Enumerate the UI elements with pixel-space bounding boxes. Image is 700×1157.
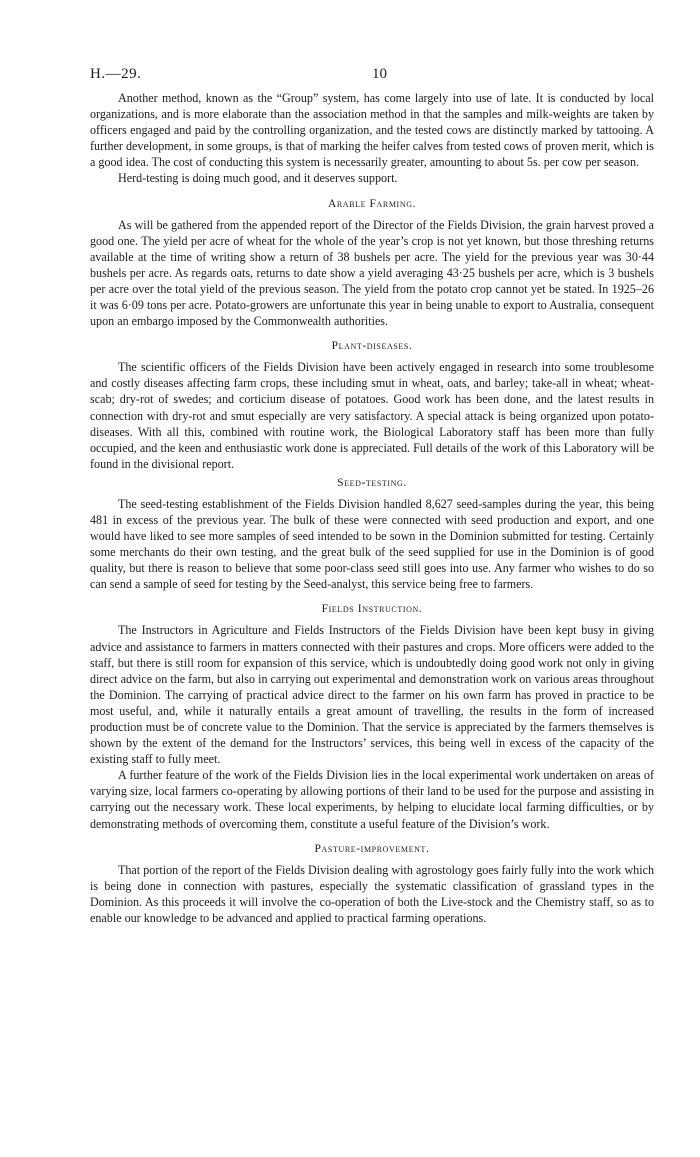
section-fields-instruction — [90, 601, 654, 831]
page-number: 10 — [372, 66, 387, 82]
paragraph: As will be gathered from the appended report of the Director of the Fields Division, the grain harvest proved a good one. The yield per acre of wheat for the whole of the year’s crop is not yet known, but those threshing returns available at the time of writing show a return of 38 bushels per acre. The yield for the previous year was 30·44 bushels per acre. As regards oats, returns to date show a yield averaging 43·25 bushels per acre, which is 3 bushels per acre over the total yield of the previous season. The yield from the potato crop cannot yet be stated. In 1925–26 it was 6·09 tons per acre. Potato-growers are unfortunate this year in being unable to export to Australia, consequent upon an embargo imposed by the Commonwealth authorities. — [90, 217, 654, 329]
document-page — [90, 60, 654, 926]
section-heading: Plant-diseases. — [331, 340, 413, 353]
paragraph: A further feature of the work of the Fields Division lies in the local experimental work undertaken on areas of varying size, local farmers co-operating by allowing portions of their land to be used for the purpose and assisting in carrying out the necessary work. These local experiments, by helping to elucidate local farming difficulties, or by demonstrating methods of overcoming them, constitute a useful feature of the Division’s work. — [90, 768, 654, 831]
section-heading: Seed-testing. — [337, 476, 407, 489]
paragraph: The scientific officers of the Fields Division have been actively engaged in research into some troublesome and costly diseases affecting farm crops, these including smut in wheat, oats, and barley; take-all in wheat; wheat-scab; dry-rot of swedes; and corticium disease of potatoes. Good work has been done, and the latest results in connection with dry-rot and smut especially are very satisfactory. A special attack is being organized upon potato-diseases. With all this, combined with routine work, the Biological Laboratory staff has been more than fully occupied, and the keen and enthusiastic work done is appreciated. Full details of the work of this Laboratory will be found in the divisional report. — [90, 360, 654, 471]
page-header — [90, 60, 654, 90]
paragraph: The Instructors in Agriculture and Fields Instructors of the Fields Division have been kept busy in giving advice and assistance to farmers in matters connected with their pastures and crops. More officers were added to the staff, but there is still room for expansion of this service, which is undoubtedly doing good work not only in giving direct advice on the farm, but also in carrying out experimental and demonstration work on various areas throughout the Dominion. The carrying of practical advice direct to the farmer on his own farm has proved in practice to be most useful, and, while it naturally entails a great amount of travelling, the results in the form of increased production must be of concrete value to the Dominion. That the service is appreciated by the farmers themselves is shown by the extent of the demand for the Instructors’ services, this being well in excess of the capacity of the existing staff to fully meet. — [90, 623, 654, 767]
section-plant-diseases — [90, 338, 654, 472]
section-seed-testing — [90, 475, 654, 593]
section-heading: Pasture-improvement. — [314, 842, 430, 855]
paragraph: Another method, known as the “Group” system, has come largely into use of late. It is conducted by local organizations, and is more elaborate than the association method in that the samples and milk-weights are taken by officers engaged and paid by the controlling organization, and the tested cows are distinctly marked by tattooing. A further development, in some groups, is that of marking the heifer calves from tested cows of proven merit, which is a good idea. The cost of conducting this system is necessarily greater, amounting to about 5s. per cow per season. — [90, 91, 654, 170]
section-arable-farming — [90, 196, 654, 330]
section-group-system — [90, 90, 654, 187]
section-heading: Arable Farming. — [327, 197, 417, 210]
section-heading: Fields Instruction. — [321, 603, 423, 616]
paragraph: Herd-testing is doing much good, and it deserves support. — [118, 171, 398, 186]
section-pasture-improvement — [90, 841, 654, 926]
document-reference: H.—29. — [90, 66, 142, 82]
paragraph: The seed-testing establishment of the Fields Division handled 8,627 seed-samples during the year, this being 481 in excess of the previous year. The bulk of these were connected with seed production and export, and one would have liked to see more samples of seed intended to be sown in the Dominion submitted for testing. Certainly some merchants do their own testing, and the great bulk of the seed supplied for use in the Dominion is of good quality, but there is reason to believe that some poor-class seed still goes into use. Any farmer who wishes to do so can send a sample of seed for testing by the Seed-analyst, this service being free to farmers. — [90, 496, 654, 592]
paragraph: That portion of the report of the Fields Division dealing with agrostology goes fairly fully into the work which is being done in connection with pastures, especially the systematic classification of grassland types in the Dominion. As this proceeds it will involve the co-operation of both the Live-stock and the Chemistry staff, so as to enable our knowledge to be advanced and applied to practical farming operations. — [90, 862, 654, 925]
